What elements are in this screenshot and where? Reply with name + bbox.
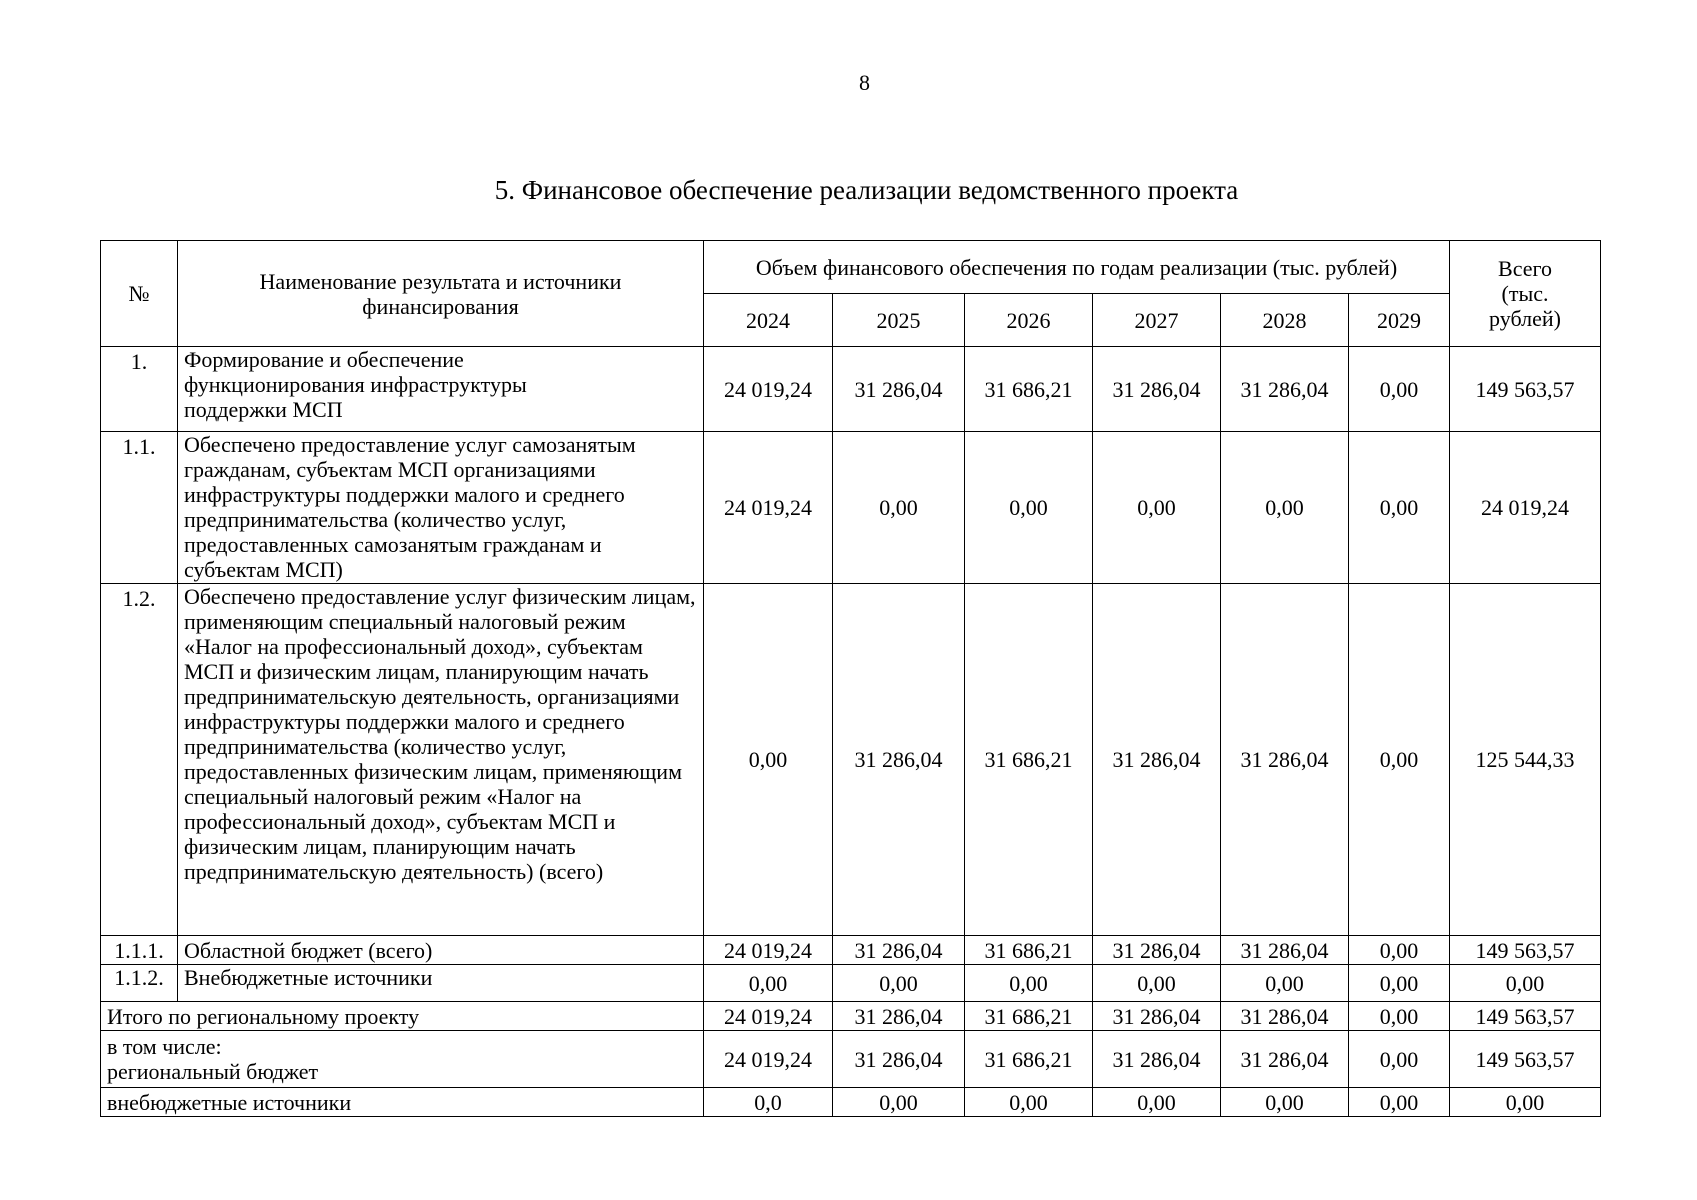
page-number: [0, 70, 1697, 96]
header-year: 2028: [1221, 294, 1349, 347]
row-value: 0,00: [1093, 965, 1221, 1002]
row-value: 31 286,04: [1221, 584, 1349, 936]
row-value: 0,00: [704, 965, 833, 1002]
summary-value: 31 286,04: [833, 1002, 965, 1031]
row-total: 125 544,33: [1450, 584, 1601, 936]
row-value: 0,00: [833, 965, 965, 1002]
header-total: Всего (тыс. рублей): [1450, 241, 1601, 347]
summary-value: 0,00: [1349, 1088, 1450, 1117]
row-value: 31 286,04: [833, 347, 965, 432]
summary-row-extrabudget: [101, 1088, 1601, 1117]
summary-value: 0,00: [1221, 1088, 1349, 1117]
summary-label: внебюджетные источники: [101, 1088, 704, 1117]
summary-label: [101, 1031, 704, 1088]
row-value: 31 286,04: [1093, 936, 1221, 965]
row-name: Обеспечено предоставление услуг самозанятым гражданам, субъектам МСП организациями инфраструктуры поддержки малого и среднего предпринимательства (количество услуг, предоставленных самозанятым гражданам и субъектам МСП): [178, 432, 704, 584]
header-year: 2024: [704, 294, 833, 347]
row-total: 24 019,24: [1450, 432, 1601, 584]
row-num: 1.2.: [101, 584, 178, 936]
summary-value: 31 686,21: [965, 1002, 1093, 1031]
row-num: 1.1.1.: [101, 936, 178, 965]
summary-value: 31 286,04: [1221, 1002, 1349, 1031]
summary-value: 24 019,24: [704, 1002, 833, 1031]
summary-label-line: региональный бюджет: [107, 1059, 319, 1084]
financing-table: [100, 240, 1601, 1117]
summary-value: 0,00: [1349, 1031, 1450, 1088]
row-name: Обеспечено предоставление услуг физическим лицам, применяющим специальный налоговый режим «Налог на профессиональный доход», субъектам МСП и физическим лицам, планирующим начать предпринимательскую деятельность, организациями инфраструктуры поддержки малого и среднего предпринимательства (количество услуг, предоставленных физическим лицам, применяющим специальный налоговый режим «Налог на профессиональный доход», субъектам МСП и физическим лицам, планирующим начать предпринимательскую деятельность) (всего): [178, 584, 704, 936]
section-title: [0, 174, 1697, 206]
row-value: 0,00: [1349, 584, 1450, 936]
header-year: 2025: [833, 294, 965, 347]
row-value: 31 686,21: [965, 584, 1093, 936]
summary-value: 0,00: [1093, 1088, 1221, 1117]
row-num: 1.: [101, 347, 178, 432]
row-value: 31 286,04: [1093, 347, 1221, 432]
row-num: 1.1.2.: [101, 965, 178, 1002]
section-title-text: 5. Финансовое обеспечение реализации ведомственного проекта: [494, 175, 1239, 205]
row-total: 149 563,57: [1450, 347, 1601, 432]
row-value: 0,00: [1349, 936, 1450, 965]
row-value: 24 019,24: [704, 347, 833, 432]
row-value: 31 286,04: [1221, 347, 1349, 432]
row-value: 0,00: [1349, 432, 1450, 584]
row-value: 0,00: [965, 432, 1093, 584]
summary-value: 31 686,21: [965, 1031, 1093, 1088]
summary-row-total: [101, 1002, 1601, 1031]
table-row: [101, 936, 1601, 965]
header-num: №: [101, 241, 178, 347]
row-value: 0,00: [704, 584, 833, 936]
summary-value: 31 286,04: [1221, 1031, 1349, 1088]
row-value: 31 286,04: [1093, 584, 1221, 936]
summary-label-line: в том числе:: [107, 1034, 222, 1059]
summary-value: 0,00: [1349, 1002, 1450, 1031]
row-value: 0,00: [833, 432, 965, 584]
row-name: Областной бюджет (всего): [178, 936, 704, 965]
header-row-top: [101, 241, 1601, 294]
row-value: 0,00: [1349, 965, 1450, 1002]
header-year: 2026: [965, 294, 1093, 347]
header-year: 2029: [1349, 294, 1450, 347]
summary-total: 149 563,57: [1450, 1031, 1601, 1088]
summary-value: 0,00: [965, 1088, 1093, 1117]
header-name: Наименование результата и источники финансирования: [178, 241, 704, 347]
row-value: 24 019,24: [704, 936, 833, 965]
row-total: 149 563,57: [1450, 936, 1601, 965]
row-value: 0,00: [1221, 432, 1349, 584]
table-row: [101, 347, 1601, 432]
row-value: 31 686,21: [965, 936, 1093, 965]
row-value: 0,00: [1093, 432, 1221, 584]
row-value: 31 286,04: [833, 936, 965, 965]
row-value: 31 686,21: [965, 347, 1093, 432]
header-year: 2027: [1093, 294, 1221, 347]
summary-value: 31 286,04: [833, 1031, 965, 1088]
row-value: 0,00: [1349, 347, 1450, 432]
summary-total: 149 563,57: [1450, 1002, 1601, 1031]
row-name: Формирование и обеспечение функционирования инфраструктуры поддержки МСП: [178, 347, 704, 432]
summary-value: 24 019,24: [704, 1031, 833, 1088]
row-value: 31 286,04: [1221, 936, 1349, 965]
summary-value: 0,0: [704, 1088, 833, 1117]
summary-value: 31 286,04: [1093, 1002, 1221, 1031]
row-num: 1.1.: [101, 432, 178, 584]
row-value: 24 019,24: [704, 432, 833, 584]
summary-total: 0,00: [1450, 1088, 1601, 1117]
table-row: [101, 432, 1601, 584]
row-value: 0,00: [965, 965, 1093, 1002]
row-total: 0,00: [1450, 965, 1601, 1002]
header-volume: Объем финансового обеспечения по годам реализации (тыс. рублей): [704, 241, 1450, 294]
table-row: [101, 584, 1601, 936]
summary-row-regional: [101, 1031, 1601, 1088]
row-name: Внебюджетные источники: [178, 965, 704, 1002]
row-value: 31 286,04: [833, 584, 965, 936]
row-value: 0,00: [1221, 965, 1349, 1002]
summary-value: 0,00: [833, 1088, 965, 1117]
summary-value: 31 286,04: [1093, 1031, 1221, 1088]
summary-label: Итого по региональному проекту: [101, 1002, 704, 1031]
table-row: [101, 965, 1601, 1002]
page-number-text: 8: [859, 70, 870, 95]
